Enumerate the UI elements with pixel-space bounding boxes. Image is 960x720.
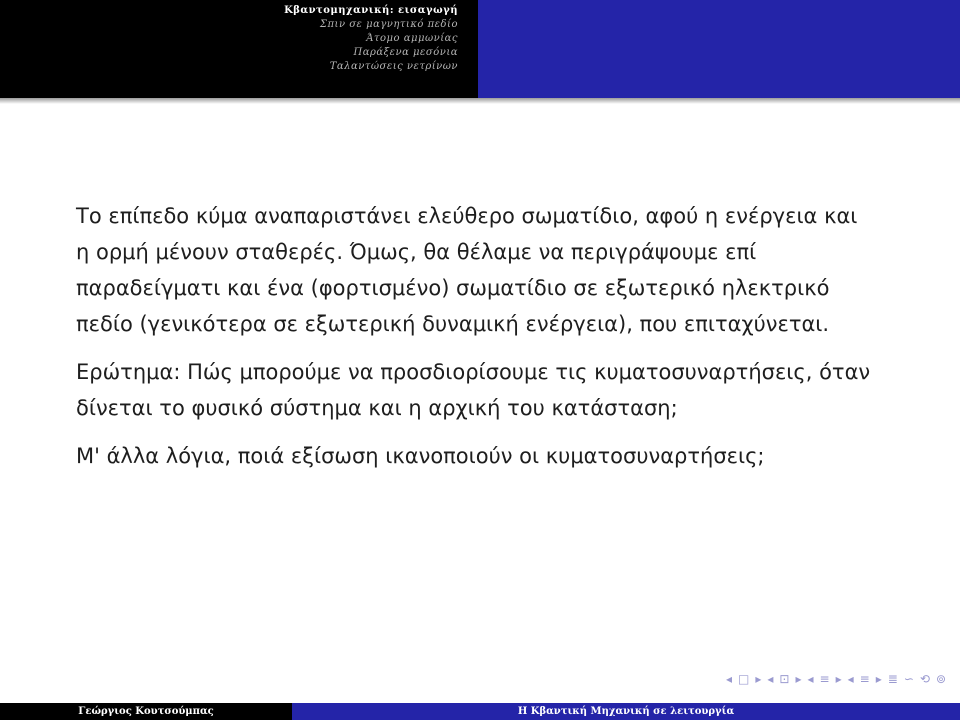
paragraph-question: Ερώτημα: Πώς μπορούμε να προσδιορίσουμε τις κυματοσυναρτήσεις, όταν δίνεται το φυσικό σύστημα και η αρχική του κατάσταση;	[76, 360, 871, 420]
subsection-icon[interactable]: ⊡	[779, 672, 790, 686]
beamer-navigation-symbols	[726, 670, 946, 688]
next-section-icon[interactable]: ▸	[835, 672, 842, 686]
next-subsection-icon[interactable]: ▸	[795, 672, 802, 686]
section-icon[interactable]: ≡	[819, 672, 830, 686]
search-icon[interactable]: ∽	[903, 672, 914, 686]
prev-subsection-icon[interactable]: ◂	[767, 672, 774, 686]
nav-section-strange-mesons[interactable]: Παράξενα μεσόνια	[353, 47, 458, 58]
nav-section-spin[interactable]: Σπιν σε μαγνητικό πεδίο	[319, 19, 458, 30]
prev-doc-icon[interactable]: ◂	[847, 672, 854, 686]
slide-body	[76, 198, 876, 486]
next-frame-icon[interactable]: ▸	[755, 672, 762, 686]
nav-section-neutrino-oscillations[interactable]: Ταλαντώσεις νετρίνων	[329, 61, 458, 72]
footer-bar	[0, 703, 960, 720]
first-frame-icon[interactable]: ◂	[725, 672, 732, 686]
prev-section-icon[interactable]: ◂	[807, 672, 814, 686]
doc-icon[interactable]: ≡	[859, 672, 870, 686]
prev-frame-icon[interactable]: □	[738, 672, 750, 686]
footer-author: Γεώργιος Κουτσούμπας	[0, 703, 292, 720]
back-forward-icon[interactable]: ⟲	[919, 672, 930, 686]
nav-section-intro[interactable]: Κβαντομηχανική: εισαγωγή	[284, 5, 458, 16]
section-navigation	[0, 0, 478, 98]
header-blue-panel	[478, 0, 960, 98]
paragraph-equation-question: Μ' άλλα λόγια, ποιά εξίσωση ικανοποιούν οι κυματοσυναρτήσεις;	[76, 444, 765, 468]
next-doc-icon[interactable]: ▸	[875, 672, 882, 686]
header-shadow	[0, 98, 960, 104]
paragraph-plane-wave: Το επίπεδο κύμα αναπαριστάνει ελεύθερο σωματίδιο, αφού η ενέργεια και η ορμή μένουν σταθερές. Όμως, θα θέλαμε να περιγράψουμε επί παραδείγματι και ένα (φορτισμένο) σωματίδιο σε εξωτερικό ηλεκτρικό πεδίο (γενικότερα σε εξωτερική δυναμική ενέργεια), που επιταχύνεται.	[76, 204, 858, 336]
footer-title: Η Κβαντική Μηχανική σε λειτουργία	[292, 703, 960, 720]
zoom-icon[interactable]: ⊚	[935, 672, 946, 686]
header-bar	[0, 0, 960, 100]
nav-section-ammonia[interactable]: Άτομο αμμωνίας	[366, 33, 458, 44]
appendix-icon[interactable]: ≣	[887, 672, 898, 686]
